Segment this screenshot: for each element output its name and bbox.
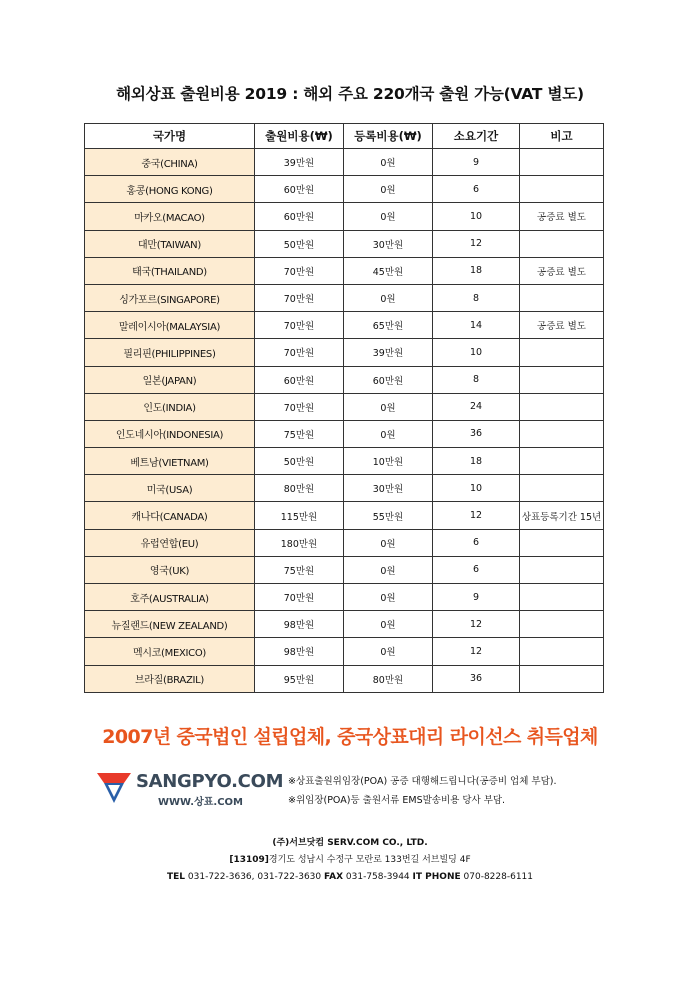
duration-cell: 14 [433,312,520,339]
filing-cost-cell: 60만원 [255,366,344,393]
header-filing-cost: 출원비용(₩) [255,124,344,149]
logo-sub-text: WWW.상표.COM [158,797,243,808]
table-header-row [85,124,604,149]
remarks-cell: 상표등록기간 15년 [520,502,604,529]
country-cell: 미국(USA) [85,475,255,502]
table-row [85,638,604,665]
registration-cost-cell: 80만원 [344,665,433,692]
country-cell: 태국(THAILAND) [85,257,255,284]
duration-cell: 10 [433,475,520,502]
country-cell: 마카오(MACAO) [85,203,255,230]
table-body [85,149,604,693]
country-cell: 대만(TAIWAN) [85,230,255,257]
fee-table [84,123,604,693]
tel-label: TEL [166,872,186,882]
table-row [85,502,604,529]
sangpyo-logo [96,771,284,809]
table-row [85,203,604,230]
duration-cell: 18 [433,448,520,475]
remarks-cell [520,230,604,257]
note-ems-shipping: ※위임장(POA)등 출원서류 EMS발송비용 당사 부담. [288,795,506,806]
remarks-cell [520,284,604,311]
duration-cell: 9 [433,584,520,611]
table-row [85,230,604,257]
header-duration: 소요기간 [433,124,520,149]
country-cell: 영국(UK) [85,556,255,583]
duration-cell: 10 [433,203,520,230]
table-row [85,284,604,311]
table-row [85,584,604,611]
tel-numbers: 031-722-3636, 031-722-3630 [187,872,322,882]
country-cell: 호주(AUSTRALIA) [85,584,255,611]
country-cell: 멕시코(MEXICO) [85,638,255,665]
filing-cost-cell: 70만원 [255,584,344,611]
remarks-cell: 공증료 별도 [520,203,604,230]
registration-cost-cell: 65만원 [344,312,433,339]
country-cell: 말레이시아(MALAYSIA) [85,312,255,339]
filing-cost-cell: 50만원 [255,448,344,475]
registration-cost-cell: 0원 [344,529,433,556]
table-row [85,420,604,447]
country-cell: 인도네시아(INDONESIA) [85,420,255,447]
filing-cost-cell: 70만원 [255,257,344,284]
table-row [85,529,604,556]
filing-cost-cell: 70만원 [255,284,344,311]
duration-cell: 36 [433,420,520,447]
remarks-cell [520,420,604,447]
company-footer [0,835,700,886]
remarks-cell [520,366,604,393]
remarks-cell [520,149,604,176]
country-cell: 일본(JAPAN) [85,366,255,393]
filing-cost-cell: 60만원 [255,203,344,230]
country-cell: 인도(INDIA) [85,393,255,420]
registration-cost-cell: 0원 [344,203,433,230]
country-cell: 홍콩(HONG KONG) [85,176,255,203]
table-row [85,448,604,475]
registration-cost-cell: 0원 [344,393,433,420]
duration-cell: 6 [433,556,520,583]
registration-cost-cell: 45만원 [344,257,433,284]
table-row [85,149,604,176]
registration-cost-cell: 0원 [344,584,433,611]
table-row [85,393,604,420]
filing-cost-cell: 75만원 [255,556,344,583]
table-row [85,665,604,692]
registration-cost-cell: 60만원 [344,366,433,393]
duration-cell: 12 [433,638,520,665]
filing-cost-cell: 75만원 [255,420,344,447]
postal-code: [13109] [229,855,269,865]
page-title: 해외상표 출원비용 2019 : 해외 주요 220개국 출원 가능(VAT 별도) [116,85,584,103]
remarks-cell: 공증료 별도 [520,257,604,284]
it-phone-label: IT PHONE [412,872,461,882]
country-cell: 캐나다(CANADA) [85,502,255,529]
table-row [85,475,604,502]
logo-v-icon [96,771,132,805]
registration-cost-cell: 0원 [344,611,433,638]
remarks-cell [520,611,604,638]
country-cell: 유럽연합(EU) [85,529,255,556]
country-cell: 베트남(VIETNAM) [85,448,255,475]
filing-cost-cell: 60만원 [255,176,344,203]
registration-cost-cell: 0원 [344,284,433,311]
filing-cost-cell: 180만원 [255,529,344,556]
filing-cost-cell: 95만원 [255,665,344,692]
duration-cell: 10 [433,339,520,366]
duration-cell: 24 [433,393,520,420]
duration-cell: 6 [433,529,520,556]
filing-cost-cell: 98만원 [255,611,344,638]
duration-cell: 9 [433,149,520,176]
registration-cost-cell: 0원 [344,556,433,583]
table-row [85,312,604,339]
filing-cost-cell: 115만원 [255,502,344,529]
duration-cell: 8 [433,366,520,393]
remarks-cell [520,584,604,611]
header-registration-cost: 등록비용(₩) [344,124,433,149]
duration-cell: 12 [433,502,520,529]
remarks-cell [520,448,604,475]
filing-cost-cell: 80만원 [255,475,344,502]
header-remarks: 비고 [520,124,604,149]
table-row [85,611,604,638]
registration-cost-cell: 0원 [344,176,433,203]
remarks-cell [520,665,604,692]
fax-number: 031-758-3944 [345,872,410,882]
company-name: (주)서브닷컴 SERV.COM CO., LTD. [272,838,428,848]
table-row [85,339,604,366]
registration-cost-cell: 10만원 [344,448,433,475]
notes [288,772,557,810]
country-cell: 싱가포르(SINGAPORE) [85,284,255,311]
logo-brand-text: SANGPYO.COM [136,771,284,792]
filing-cost-cell: 98만원 [255,638,344,665]
remarks-cell [520,176,604,203]
remarks-cell [520,638,604,665]
country-cell: 중국(CHINA) [85,149,255,176]
registration-cost-cell: 30만원 [344,230,433,257]
country-cell: 뉴질랜드(NEW ZEALAND) [85,611,255,638]
duration-cell: 12 [433,611,520,638]
duration-cell: 36 [433,665,520,692]
filing-cost-cell: 70만원 [255,339,344,366]
fax-label: FAX [324,872,344,882]
registration-cost-cell: 39만원 [344,339,433,366]
filing-cost-cell: 70만원 [255,312,344,339]
registration-cost-cell: 0원 [344,638,433,665]
remarks-cell [520,556,604,583]
registration-cost-cell: 0원 [344,149,433,176]
remarks-cell [520,529,604,556]
it-phone-number: 070-8228-6111 [463,872,533,882]
duration-cell: 8 [433,284,520,311]
duration-cell: 6 [433,176,520,203]
table-row [85,366,604,393]
note-poa-notary: ※상표출원위임장(POA) 공증 대행해드립니다(공증비 업체 부담). [288,776,557,787]
company-address: 경기도 성남시 수정구 모란로 133번길 서브빌딩 4F [268,855,471,865]
duration-cell: 18 [433,257,520,284]
remarks-cell [520,393,604,420]
registration-cost-cell: 0원 [344,420,433,447]
country-cell: 브라질(BRAZIL) [85,665,255,692]
table-row [85,257,604,284]
header-country: 국가명 [85,124,255,149]
remarks-cell [520,339,604,366]
promo-headline: 2007년 중국법인 설립업체, 중국상표대리 라이선스 취득업체 [102,726,598,748]
filing-cost-cell: 70만원 [255,393,344,420]
filing-cost-cell: 39만원 [255,149,344,176]
table-row [85,556,604,583]
registration-cost-cell: 55만원 [344,502,433,529]
registration-cost-cell: 30만원 [344,475,433,502]
remarks-cell [520,475,604,502]
duration-cell: 12 [433,230,520,257]
remarks-cell: 공증료 별도 [520,312,604,339]
table-row [85,176,604,203]
filing-cost-cell: 50만원 [255,230,344,257]
country-cell: 필리핀(PHILIPPINES) [85,339,255,366]
